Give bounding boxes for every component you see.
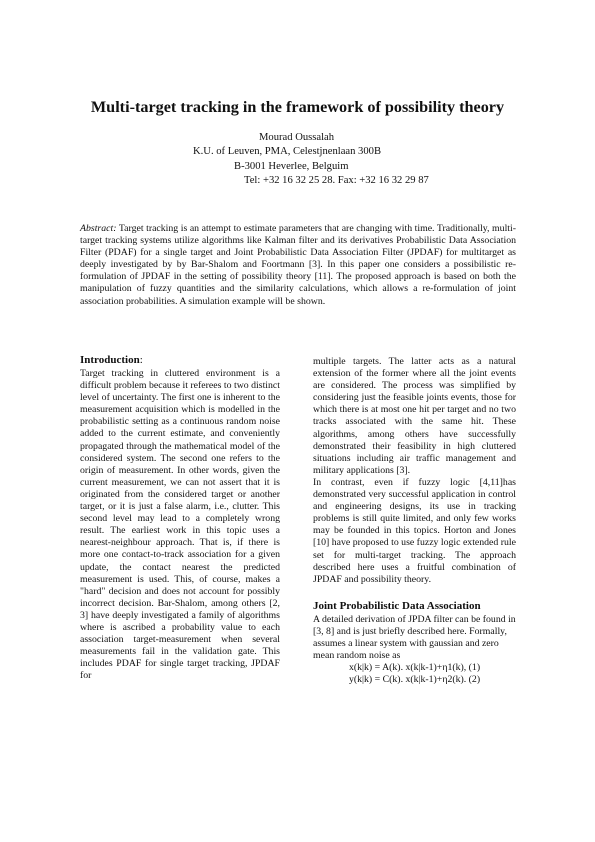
jpda-heading: Joint Probabilistic Data Association	[313, 599, 481, 612]
paper-title: Multi-target tracking in the framework of possibility theory	[90, 98, 505, 116]
author-name: Mourad Oussalah	[259, 132, 335, 143]
introduction-heading-text: Introduction	[80, 354, 140, 366]
abstract-text: Target tracking is an attempt to estimate parameters that are changing with time. Traditionally, multi-target tracking systems utilize algorithms like Kalman filter and its derivatives Probabilistic Data Association Filter (PDAF) for a single target and Joint Probabilistic Data Association Filter (JPDAF) for multitarget as deeply investigated by by Bar-Shalom and Foortmann [3]. In this paper one considers a possibilistic re-formulation of JPDAF in the setting of possibility theory [11]. The proposed approach is based on both the manipulation of fuzzy quantities and the similarity calculations, which allows a re-formulation of joint association probabilities. A simulation example will be shown.	[80, 223, 516, 307]
author-address: B-3001 Heverlee, Belguim	[234, 161, 349, 172]
introduction-heading-colon: :	[139, 354, 143, 366]
equation-2: y(k|k) = C(k). x(k|k-1)+η2(k). (2)	[349, 674, 481, 686]
introduction-paragraph-1-continued: multiple targets. The latter acts as a natural extension of the former where all the joint events are considered. The process was simplified by considering just the feasible joints events, those for which there is at most one hit per target and no two tracks associated with the same hit. These algorithms, among others have successfully demonstrated their feasibility in high cluttered situations including air traffic management and military applications [3].	[313, 356, 516, 476]
abstract	[80, 223, 516, 308]
abstract-label: Abstract:	[80, 223, 117, 234]
author-contact: Tel: +32 16 32 25 28. Fax: +32 16 32 29 87	[244, 175, 429, 186]
introduction-paragraph-1: Target tracking in cluttered environment is a difficult problem because it referees to two distinct level of uncertainty. The first one is inherent to the measurement acquisition which is modelled in the probabilistic setting as a continuous random noise added to the current estimate, and conveniently propagated through the mathematical model of the considered system. The second one refers to the origin of measurement. In other words, given the current measurement, we can not assert that it is originated from the considered target or another target, or it is just a false alarm, i.e., clutter. This second level may lead to a completely wrong result. The earliest work in this topic uses a nearest-neighbour approach. That is, if there is more one contact-to-track association for a given update, the contact nearest the predicted measurement is used. This, of course, makes a "hard" decision and does not account for possibly incorrect decision. Bar-Shalom, among others [2, 3] have deeply investigated a family of algorithms where is ascribed a probability value to each association target-measurement when several measurements fail in the validation gate. This includes PDAF for single target tracking, JPDAF for	[80, 368, 280, 682]
author-affiliation: K.U. of Leuven, PMA, Celestjnenlaan 300B	[193, 146, 382, 157]
introduction-paragraph-2: In contrast, even if fuzzy logic [4,11]has demonstrated very successful application in control and engineering designs, its use in tracking problems is still quite limited, and only few works may be founded in this topics. Horton and Jones [10] have proposed to use fuzzy logic extended rule set for multi-target tracking. The approach described here uses a fruitful combination of JPDAF and possibility theory.	[313, 476, 516, 585]
left-column	[80, 354, 280, 682]
jpda-paragraph: A detailed derivation of JPDA filter can be found in [3, 8] and is just briefly described here. Formally, assumes a linear system with gaussian and zero mean random noise as	[313, 613, 516, 662]
equation-1: x(k|k) = A(k). x(k|k-1)+η1(k), (1)	[349, 662, 481, 674]
right-column	[313, 356, 516, 686]
introduction-heading	[80, 354, 280, 367]
